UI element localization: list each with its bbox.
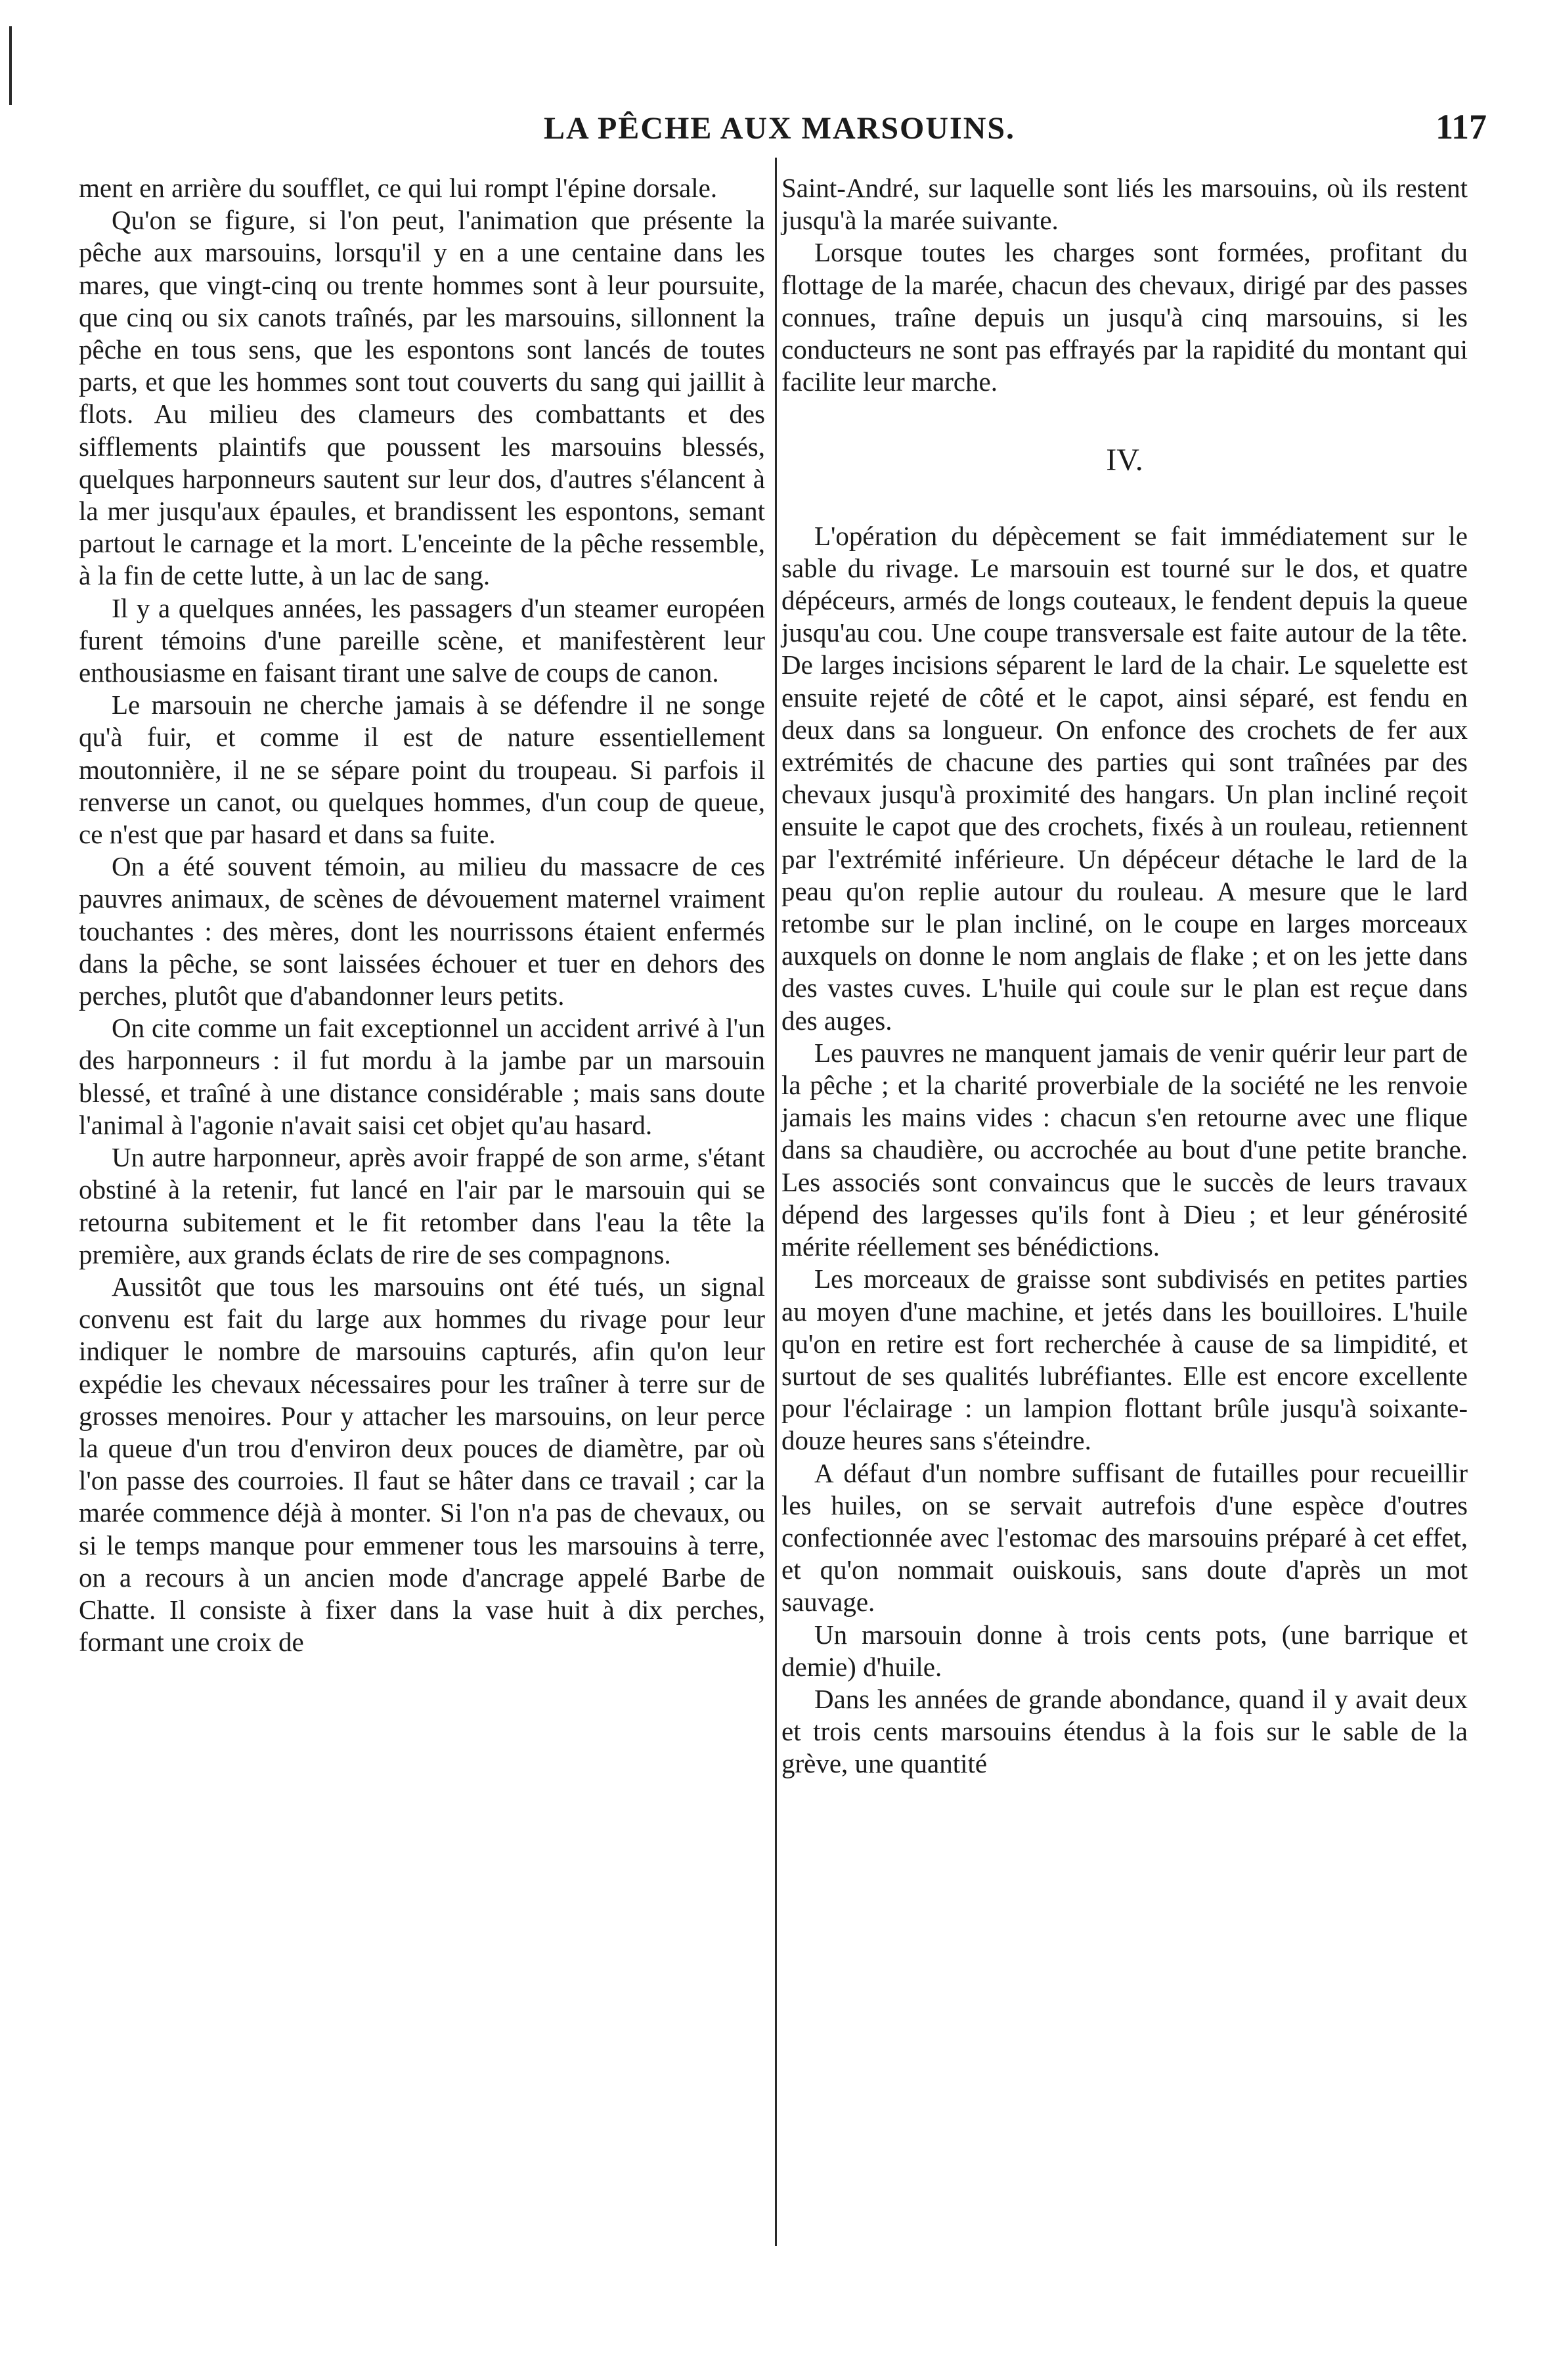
paragraph: Un autre harponneur, après avoir frappé de son arme, s'étant obstiné à la retenir, fut lancé en l'air par le marsouin qui se retourna subitement et le fit retomber dans l'eau la tête la première, aux grands éclats de rire de ses compagnons.	[79, 1142, 765, 1269]
page-edge-mark	[9, 26, 12, 105]
paragraph: ment en arrière du soufflet, ce qui lui rompt l'épine dorsale.	[79, 173, 718, 203]
paragraph: A défaut d'un nombre suffisant de futailles pour recueillir les huiles, on se servait autrefois d'une espèce d'outres confectionnée avec l'estomac des marsouins préparé à cet effet, et qu'on nommait ouiskouis, sans doute d'après un mot sauvage.	[781, 1457, 1468, 1618]
paragraph: Qu'on se figure, si l'on peut, l'animation que présente la pêche aux marsouins, lorsqu'il y en a une centaine dans les mares, que vingt-cinq ou trente hommes sont à leur poursuite, que cinq ou six canots traînés, par les marsouins, sillonnent la pêche en tous sens, que les espontons sont lancés de toutes parts, et que les hommes sont tout couverts du sang qui jaillit à flots. Au milieu des clameurs des combattants et des sifflements plaintifs que poussent les marsouins blessés, quelques harponneurs sautent sur leur dos, d'autres s'élancent à la mer jusqu'aux épaules, et brandissent les espontons, semant partout le carnage et la mort. L'enceinte de la pêche ressemble, à la fin de cette lutte, à un lac de sang.	[79, 205, 765, 591]
paragraph: L'opération du dépècement se fait immédiatement sur le sable du rivage. Le marsouin est tourné sur le dos, et quatre dépéceurs, armés de longs couteaux, le fendent depuis la queue jusqu'au cou. Une coupe transversale est faite autour de la tête. De larges incisions séparent le lard de la chair. Le squelette est ensuite rejeté de côté et le capot, ainsi séparé, est fendu en deux dans sa longueur. On enfonce des crochets de fer aux extrémités de chacune des parties qui sont traînées par des chevaux jusqu'à proximité des hangars. Un plan incliné reçoit ensuite le capot que des crochets, fixés à un rouleau, retiennent par l'extrémité inférieure. Un dépéceur détache le lard de la peau qu'on replie autour du rouleau. A mesure que le lard retombe sur le plan incliné, on le coupe en larges morceaux auxquels on donne le nom anglais de flake ; et on les jette dans des vastes cuves. L'huile qui coule sur le plan est reçue dans des auges.	[781, 520, 1468, 1036]
paragraph: Un marsouin donne à trois cents pots, (une barrique et demie) d'huile.	[781, 1619, 1468, 1682]
right-column	[781, 172, 1468, 1780]
paragraph: Il y a quelques années, les passagers d'un steamer européen furent témoins d'une pareille scène, et manifestèrent leur enthousiasme en faisant tirant une salve de coups de canon.	[79, 592, 765, 688]
paragraph: Les morceaux de graisse sont subdivisés en petites parties au moyen d'une machine, et jetés dans les bouilloires. L'huile qu'on en retire est fort recherchée à cause de sa limpidité, et surtout de ses qualités lubréfiantes. Elle est encore excellente pour l'éclairage : un lampion flottant brûle jusqu'à soixante-douze heures sans s'éteindre.	[781, 1264, 1468, 1456]
paragraph: On a été souvent témoin, au milieu du massacre de ces pauvres animaux, de scènes de dévouement maternel vraiment touchantes : des mères, dont les nourrissons étaient enfermés dans la pêche, se sont laissées échouer et tuer en dehors des perches, plutôt que d'abandonner leurs petits.	[79, 851, 765, 1011]
page-header	[72, 99, 1487, 151]
paragraph: Lorsque toutes les charges sont formées, profitant du flottage de la marée, chacun des chevaux, dirigé par des passes connues, traîne depuis un jusqu'à cinq marsouins, si les conducteurs ne sont pas effrayés par la rapidité du montant qui facilite leur marche.	[781, 237, 1468, 397]
running-title: LA PÊCHE AUX MARSOUINS.	[543, 111, 1016, 146]
left-column	[79, 172, 765, 1658]
section-heading: IV.	[1106, 443, 1143, 478]
paragraph: Dans les années de grande abondance, quand il y avait deux et trois cents marsouins étendus à la fois sur le sable de la grève, une quantité	[781, 1683, 1468, 1779]
column-divider	[775, 158, 777, 2246]
paragraph: Aussitôt que tous les marsouins ont été tués, un signal convenu est fait du large aux hommes du rivage pour leur indiquer le nombre de marsouins capturés, afin qu'on leur expédie les chevaux nécessaires pour les traîner à terre sur de grosses menoires. Pour y attacher les marsouins, on leur perce la queue d'un trou d'environ deux pouces de diamètre, par où l'on passe des courroies. Il faut se hâter dans ce travail ; car la marée commence déjà à monter. Si l'on n'a pas de chevaux, ou si le temps manque pour emmener tous les marsouins à terre, on a recours à un ancien mode d'ancrage appelé Barbe de Chatte. Il consiste à fixer dans la vase huit à dix perches, formant une croix de	[79, 1271, 765, 1658]
paragraph: Saint-André, sur laquelle sont liés les marsouins, où ils restent jusqu'à la marée suivante.	[781, 173, 1468, 236]
page-number: 117	[1435, 107, 1487, 146]
paragraph: On cite comme un fait exceptionnel un accident arrivé à l'un des harponneurs : il fut mordu à la jambe par un marsouin blessé, et traîné à une distance considérable ; mais sans doute l'animal à l'agonie n'avait saisi cet objet qu'au hasard.	[79, 1013, 765, 1140]
paragraph: Les pauvres ne manquent jamais de venir quérir leur part de la pêche ; et la charité proverbiale de la société ne les renvoie jamais les mains vides : chacun s'en retourne avec une flique dans sa chaudière, ou accrochée au bout d'une petite branche. Les associés sont convaincus que le succès de leurs travaux dépend des largesses qu'ils font à Dieu ; et leur générosité mérite réellement ses bénédictions.	[781, 1037, 1468, 1262]
paragraph: Le marsouin ne cherche jamais à se défendre il ne songe qu'à fuir, et comme il est de nature essentiellement moutonnière, il ne se sépare point du troupeau. Si parfois il renverse un canot, ou quelques hommes, d'un coup de queue, ce n'est que par hasard et dans sa fuite.	[79, 690, 765, 850]
